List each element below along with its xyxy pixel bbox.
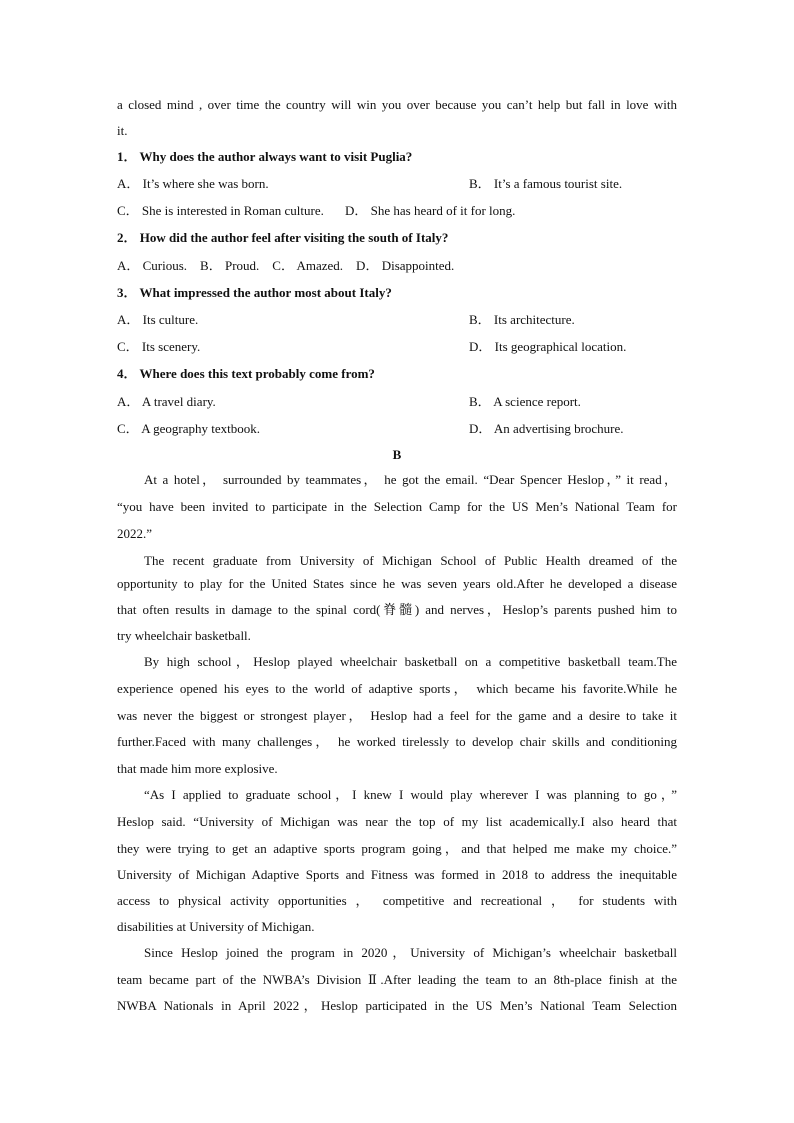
option-d: D． She has heard of it for long.	[345, 203, 516, 218]
option-row	[117, 393, 677, 411]
passage-line: University of Michigan Adaptive Sports and Fitness was formed in 2018 to address the inequitable	[117, 867, 677, 882]
option-d: D． An advertising brochure.	[469, 421, 624, 436]
option-b: B． It’s a famous tourist site.	[469, 176, 623, 191]
option-row	[117, 338, 677, 356]
passage-line: access to physical activity opportunities ， competitive and recreational ， for students with	[117, 893, 677, 908]
option-c: C． Its scenery.	[117, 339, 201, 354]
option-a: A． Its culture.	[117, 312, 199, 327]
option-b: B． Its architecture.	[469, 312, 575, 327]
passage-line: disabilities at University of Michigan.	[117, 919, 315, 934]
passage-line: NWBA Nationals in April 2022，Heslop participated in the US Men’s National Team Selection	[117, 998, 677, 1013]
option-c: C． A geography textbook.	[117, 421, 260, 436]
passage-line: Heslop said. “University of Michigan was near the top of my list academically.I also heard that	[117, 814, 677, 829]
passage-line: experience opened his eyes to the world of adaptive sports， which became his favorite.While he	[117, 681, 677, 696]
passage-line: they were trying to get an adaptive sports program going，and that helped me make my choice.”	[117, 841, 677, 856]
option-d: D． Its geographical location.	[469, 339, 627, 354]
question-4: 4． Where does this text probably come from?	[117, 366, 375, 381]
passage-line: team became part of the NWBA’s Division Ⅱ.After leading the team to an 8th-place finish at the	[117, 972, 677, 987]
passage-line: At a hotel， surrounded by teammates， he got the email. “Dear Spencer Heslop，” it read，	[144, 472, 677, 487]
option-b: B． A science report.	[469, 394, 581, 409]
option-c: C． She is interested in Roman culture.	[117, 203, 324, 218]
option-row: A． Curious. B． Proud. C． Amazed. D． Disappointed.	[117, 258, 455, 273]
passage-line: further.Faced with many challenges， he worked tirelessly to develop chair skills and conditioning	[117, 734, 677, 749]
passage-line: a closed mind , over time the country will win you over because you can’t help but fall in love with	[117, 97, 677, 112]
passage-line: try wheelchair basketball.	[117, 628, 251, 643]
option-row	[117, 420, 677, 438]
option-a: A． It’s where she was born.	[117, 176, 269, 191]
passage-line: it.	[117, 123, 128, 138]
option-row	[117, 175, 677, 193]
passage-line: 2022.”	[117, 526, 153, 541]
passage-line: Since Heslop joined the program in 2020，University of Michigan’s wheelchair basketball	[144, 945, 677, 960]
option-a: A． A travel diary.	[117, 394, 216, 409]
section-heading: B	[392, 447, 402, 462]
passage-line: that made him more explosive.	[117, 761, 278, 776]
passage-line: The recent graduate from University of Michigan School of Public Health dreamed of the	[144, 553, 677, 568]
option-row	[117, 311, 677, 329]
passage-line: opportunity to play for the United States since he was seven years old.After he developed a disease	[117, 576, 677, 591]
question-3: 3． What impressed the author most about Italy?	[117, 285, 392, 300]
passage-line: “As I applied to graduate school，I knew I would play wherever I was planning to go，”	[144, 787, 677, 802]
question-2: 2． How did the author feel after visiting the south of Italy?	[117, 230, 449, 245]
passage-line: that often results in damage to the spinal cord(脊髓) and nerves，Heslop’s parents pushed him to	[117, 602, 677, 617]
passage-line: “you have been invited to participate in the Selection Camp for the US Men’s National Team for	[117, 499, 677, 514]
passage-line: By high school，Heslop played wheelchair basketball on a competitive basketball team.The	[144, 654, 677, 669]
passage-line: was never the biggest or strongest player， Heslop had a feel for the game and a desire to take it	[117, 708, 677, 723]
question-1: 1． Why does the author always want to visit Puglia?	[117, 149, 413, 164]
option-row	[117, 202, 677, 220]
